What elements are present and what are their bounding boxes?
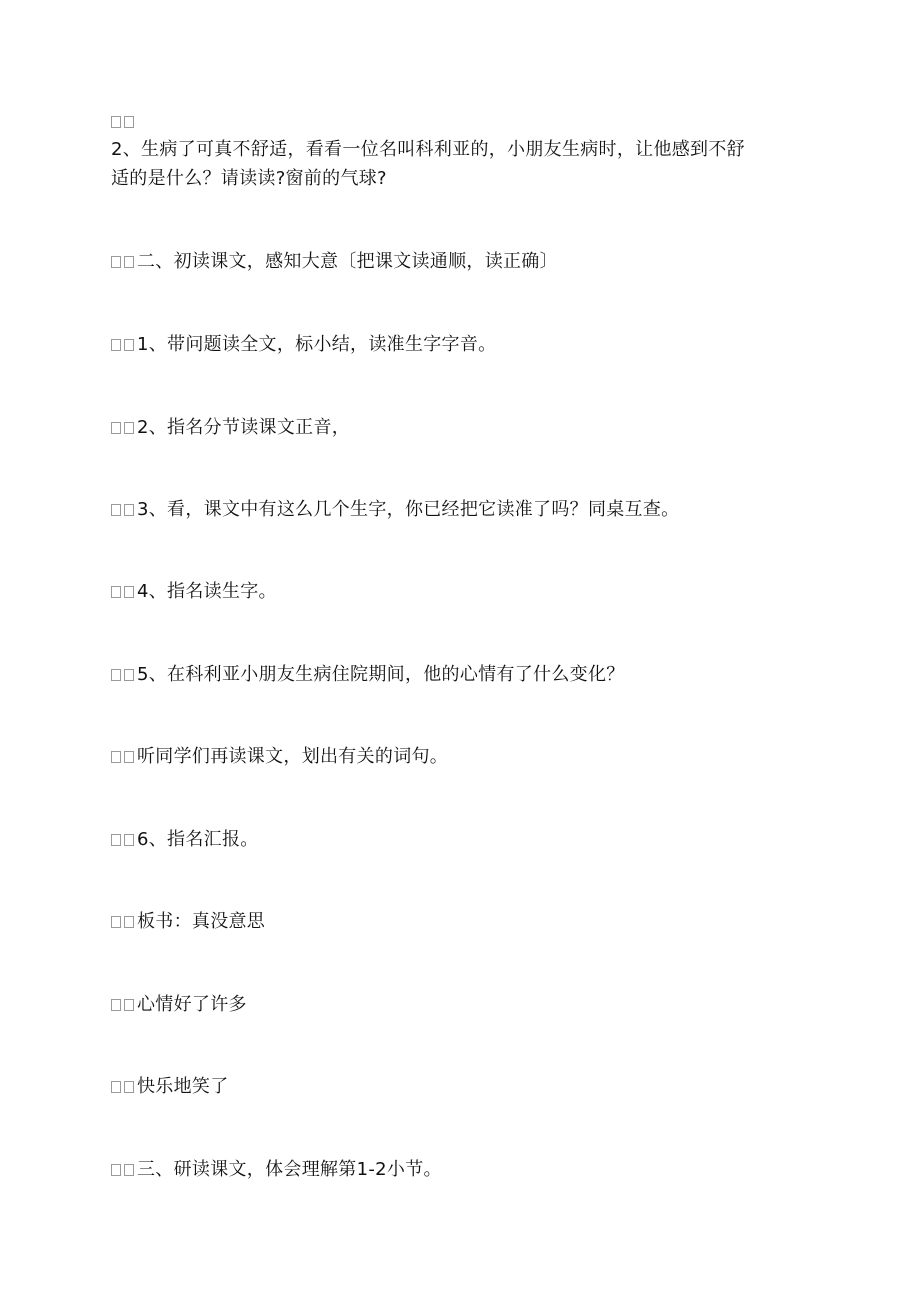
list-item [111,577,811,606]
board-note-text: 心情好了许多 [137,994,247,1015]
placeholder-box-icon [111,116,121,128]
placeholder-box-icon [111,999,121,1011]
placeholder-box-icon [124,256,134,268]
board-note [111,1072,811,1101]
placeholder-box-icon [111,834,121,846]
placeholder-box-icon [111,1081,121,1093]
list-item [111,825,811,854]
placeholder-box-icon [124,504,134,516]
paragraph-text: 听同学们再读课文，划出有关的词句。 [137,746,449,767]
list-item-text: 1、带问题读全文，标小结，读准生字字音。 [137,334,497,355]
placeholder-box-icon [124,1164,134,1176]
indent-boxes [111,495,137,524]
list-item-text: 3、看，课文中有这么几个生字，你已经把它读准了吗？同桌互查。 [137,499,680,520]
board-note-text: 板书：真没意思 [137,911,266,932]
placeholder-box-icon [111,504,121,516]
placeholder-box-icon [111,422,121,434]
section-heading [111,1155,811,1184]
paragraph-line: 适的是什么？请读读?窗前的气球? [111,168,387,189]
indent-boxes [111,742,137,771]
placeholder-box-icon [124,116,134,128]
placeholder-box-icon [111,916,121,928]
indent-boxes [111,330,137,359]
placeholder-box-icon [111,586,121,598]
placeholder-box-icon [124,834,134,846]
placeholder-box-icon [111,339,121,351]
section-heading [111,247,811,276]
list-item [111,330,811,359]
list-item [111,495,811,524]
indent-boxes [111,990,137,1019]
placeholder-box-icon [124,586,134,598]
indent-boxes [111,247,137,276]
placeholder-box-icon [111,256,121,268]
placeholder-box-icon [124,339,134,351]
list-item-text: 2、指名分节读课文正音， [137,417,351,438]
placeholder-box-icon [124,1081,134,1093]
indent-boxes [111,907,137,936]
board-note [111,990,811,1019]
indent-boxes [111,660,137,689]
indent-boxes [111,577,137,606]
board-note [111,907,811,936]
list-item [111,660,811,689]
placeholder-box-icon [111,669,121,681]
placeholder-box-icon [124,751,134,763]
placeholder-box-icon [111,751,121,763]
placeholder-box-icon [124,422,134,434]
paragraph-line [111,742,811,771]
list-item-text: 6、指名汇报。 [137,829,259,850]
placeholder-box-icon [111,1164,121,1176]
paragraph-line: 2、生病了可真不舒适，看看一位名叫科利亚的，小朋友生病时，让他感到不舒 [111,139,745,160]
section-heading-text: 三、研读课文，体会理解第1-2小节。 [137,1159,442,1180]
indent-marker [111,107,811,136]
section-heading-text: 二、初读课文，感知大意〔把课文读通顺，读正确〕 [137,251,558,272]
indent-boxes [111,1155,137,1184]
list-item [111,413,811,442]
indent-boxes [111,1072,137,1101]
indent-boxes [111,825,137,854]
placeholder-box-icon [124,999,134,1011]
placeholder-box-icon [124,669,134,681]
list-item-text: 5、在科利亚小朋友生病住院期间，他的心情有了什么变化？ [137,664,625,685]
list-item-text: 4、指名读生字。 [137,581,277,602]
placeholder-box-icon [124,916,134,928]
indent-boxes [111,413,137,442]
board-note-text: 快乐地笑了 [137,1076,229,1097]
